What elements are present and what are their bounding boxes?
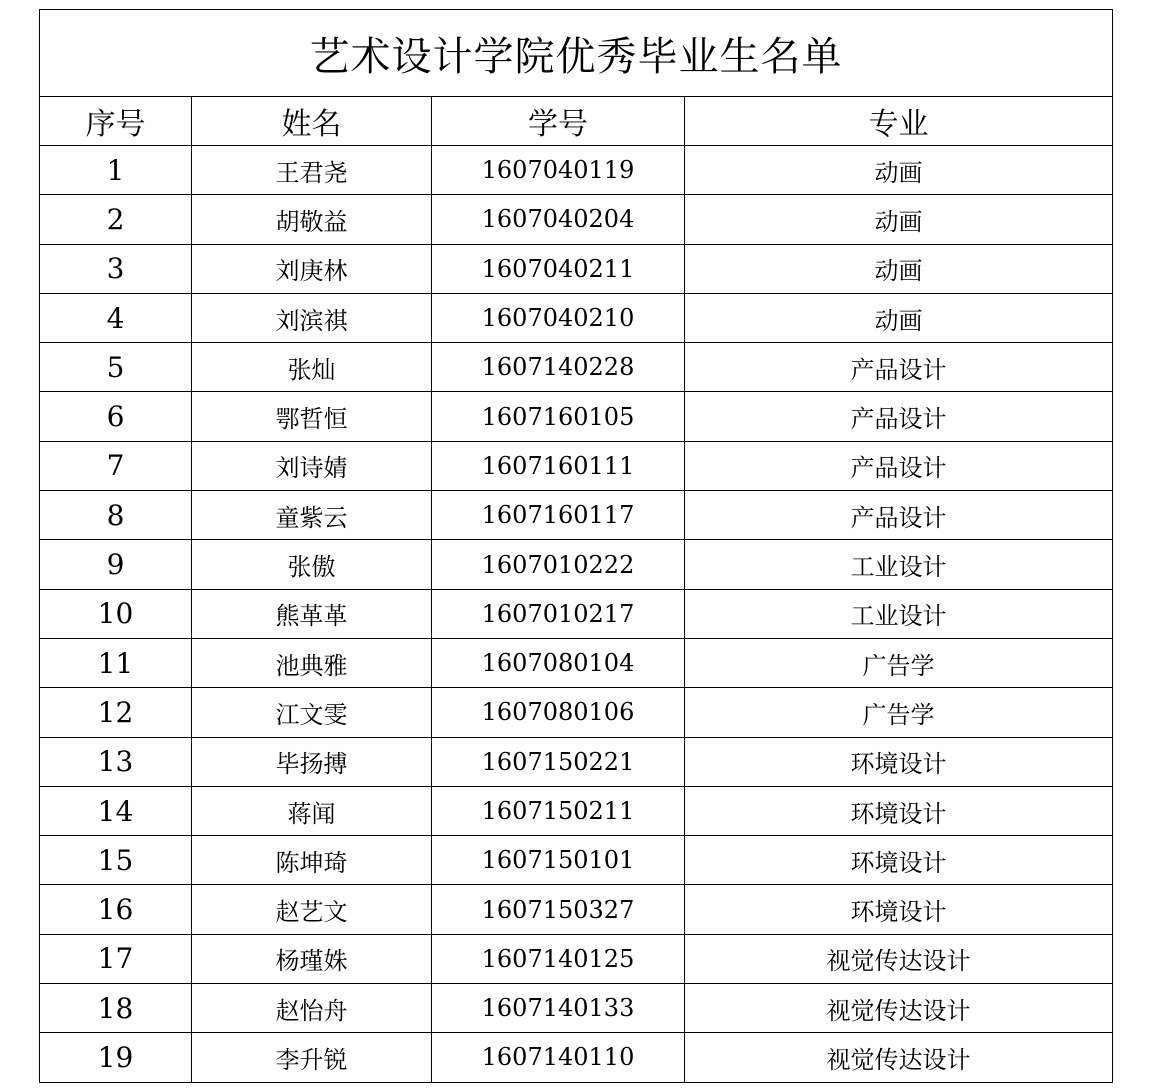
cell-seq: 11: [40, 638, 192, 687]
table-row: [40, 343, 1113, 392]
cell-seq: 5: [40, 343, 192, 392]
cell-name: 童紫云: [192, 491, 432, 540]
cell-student-id: 1607140125: [432, 934, 685, 983]
header-row: [40, 97, 1113, 146]
table-row: [40, 638, 1113, 687]
cell-student-id: 1607010217: [432, 589, 685, 638]
table-row: [40, 786, 1113, 835]
cell-student-id: 1607010222: [432, 540, 685, 589]
table-row: [40, 195, 1113, 244]
cell-seq: 16: [40, 885, 192, 934]
cell-major: 动画: [685, 146, 1113, 195]
cell-name: 熊革革: [192, 589, 432, 638]
table-row: [40, 984, 1113, 1033]
table-row: [40, 589, 1113, 638]
cell-seq: 18: [40, 984, 192, 1033]
cell-major: 产品设计: [685, 392, 1113, 441]
cell-name: 赵怡舟: [192, 984, 432, 1033]
table-row: [40, 491, 1113, 540]
cell-student-id: 1607040204: [432, 195, 685, 244]
cell-student-id: 1607140228: [432, 343, 685, 392]
cell-name: 胡敬益: [192, 195, 432, 244]
cell-student-id: 1607140110: [432, 1033, 685, 1082]
cell-major: 视觉传达设计: [685, 1033, 1113, 1082]
cell-major: 环境设计: [685, 885, 1113, 934]
table-row: [40, 392, 1113, 441]
cell-name: 刘滨祺: [192, 293, 432, 342]
cell-name: 李升锐: [192, 1033, 432, 1082]
page-title: 艺术设计学院优秀毕业生名单: [40, 10, 1113, 97]
cell-seq: 14: [40, 786, 192, 835]
cell-major: 广告学: [685, 688, 1113, 737]
cell-major: 视觉传达设计: [685, 984, 1113, 1033]
cell-major: 视觉传达设计: [685, 934, 1113, 983]
table-row: [40, 934, 1113, 983]
cell-major: 环境设计: [685, 836, 1113, 885]
cell-major: 广告学: [685, 638, 1113, 687]
cell-seq: 17: [40, 934, 192, 983]
cell-name: 张傲: [192, 540, 432, 589]
cell-name: 江文雯: [192, 688, 432, 737]
table-row: [40, 688, 1113, 737]
cell-name: 池典雅: [192, 638, 432, 687]
cell-seq: 9: [40, 540, 192, 589]
cell-name: 蒋闻: [192, 786, 432, 835]
column-header-name: 姓名: [192, 97, 432, 146]
cell-student-id: 1607160111: [432, 441, 685, 490]
table-row: [40, 885, 1113, 934]
cell-major: 动画: [685, 244, 1113, 293]
cell-major: 工业设计: [685, 540, 1113, 589]
cell-student-id: 1607080104: [432, 638, 685, 687]
cell-major: 产品设计: [685, 441, 1113, 490]
table-row: [40, 1033, 1113, 1082]
cell-seq: 12: [40, 688, 192, 737]
graduate-table: [39, 9, 1113, 1083]
table-row: [40, 540, 1113, 589]
cell-student-id: 1607140133: [432, 984, 685, 1033]
cell-student-id: 1607040119: [432, 146, 685, 195]
cell-major: 动画: [685, 195, 1113, 244]
table-row: [40, 244, 1113, 293]
cell-student-id: 1607160105: [432, 392, 685, 441]
table-body: [40, 146, 1113, 1083]
cell-student-id: 1607160117: [432, 491, 685, 540]
cell-seq: 8: [40, 491, 192, 540]
cell-name: 杨瑾姝: [192, 934, 432, 983]
table-row: [40, 146, 1113, 195]
cell-student-id: 1607040211: [432, 244, 685, 293]
cell-student-id: 1607150211: [432, 786, 685, 835]
cell-seq: 15: [40, 836, 192, 885]
cell-student-id: 1607150101: [432, 836, 685, 885]
cell-seq: 2: [40, 195, 192, 244]
cell-seq: 4: [40, 293, 192, 342]
cell-seq: 13: [40, 737, 192, 786]
table-row: [40, 737, 1113, 786]
cell-major: 工业设计: [685, 589, 1113, 638]
column-header-seq: 序号: [40, 97, 192, 146]
graduate-list-sheet: [39, 9, 1112, 1083]
cell-student-id: 1607040210: [432, 293, 685, 342]
cell-student-id: 1607150327: [432, 885, 685, 934]
cell-major: 动画: [685, 293, 1113, 342]
cell-seq: 3: [40, 244, 192, 293]
column-header-major: 专业: [685, 97, 1113, 146]
cell-major: 产品设计: [685, 343, 1113, 392]
cell-name: 王君尧: [192, 146, 432, 195]
cell-seq: 1: [40, 146, 192, 195]
table-row: [40, 441, 1113, 490]
cell-student-id: 1607150221: [432, 737, 685, 786]
cell-seq: 10: [40, 589, 192, 638]
cell-name: 张灿: [192, 343, 432, 392]
cell-name: 陈坤琦: [192, 836, 432, 885]
cell-major: 环境设计: [685, 737, 1113, 786]
cell-major: 产品设计: [685, 491, 1113, 540]
cell-name: 毕扬搏: [192, 737, 432, 786]
cell-major: 环境设计: [685, 786, 1113, 835]
table-row: [40, 836, 1113, 885]
title-row: [40, 10, 1113, 97]
table-row: [40, 293, 1113, 342]
column-header-student-id: 学号: [432, 97, 685, 146]
cell-seq: 6: [40, 392, 192, 441]
cell-name: 刘诗婧: [192, 441, 432, 490]
cell-name: 赵艺文: [192, 885, 432, 934]
cell-student-id: 1607080106: [432, 688, 685, 737]
cell-seq: 19: [40, 1033, 192, 1082]
cell-seq: 7: [40, 441, 192, 490]
cell-name: 鄂哲恒: [192, 392, 432, 441]
cell-name: 刘庚林: [192, 244, 432, 293]
